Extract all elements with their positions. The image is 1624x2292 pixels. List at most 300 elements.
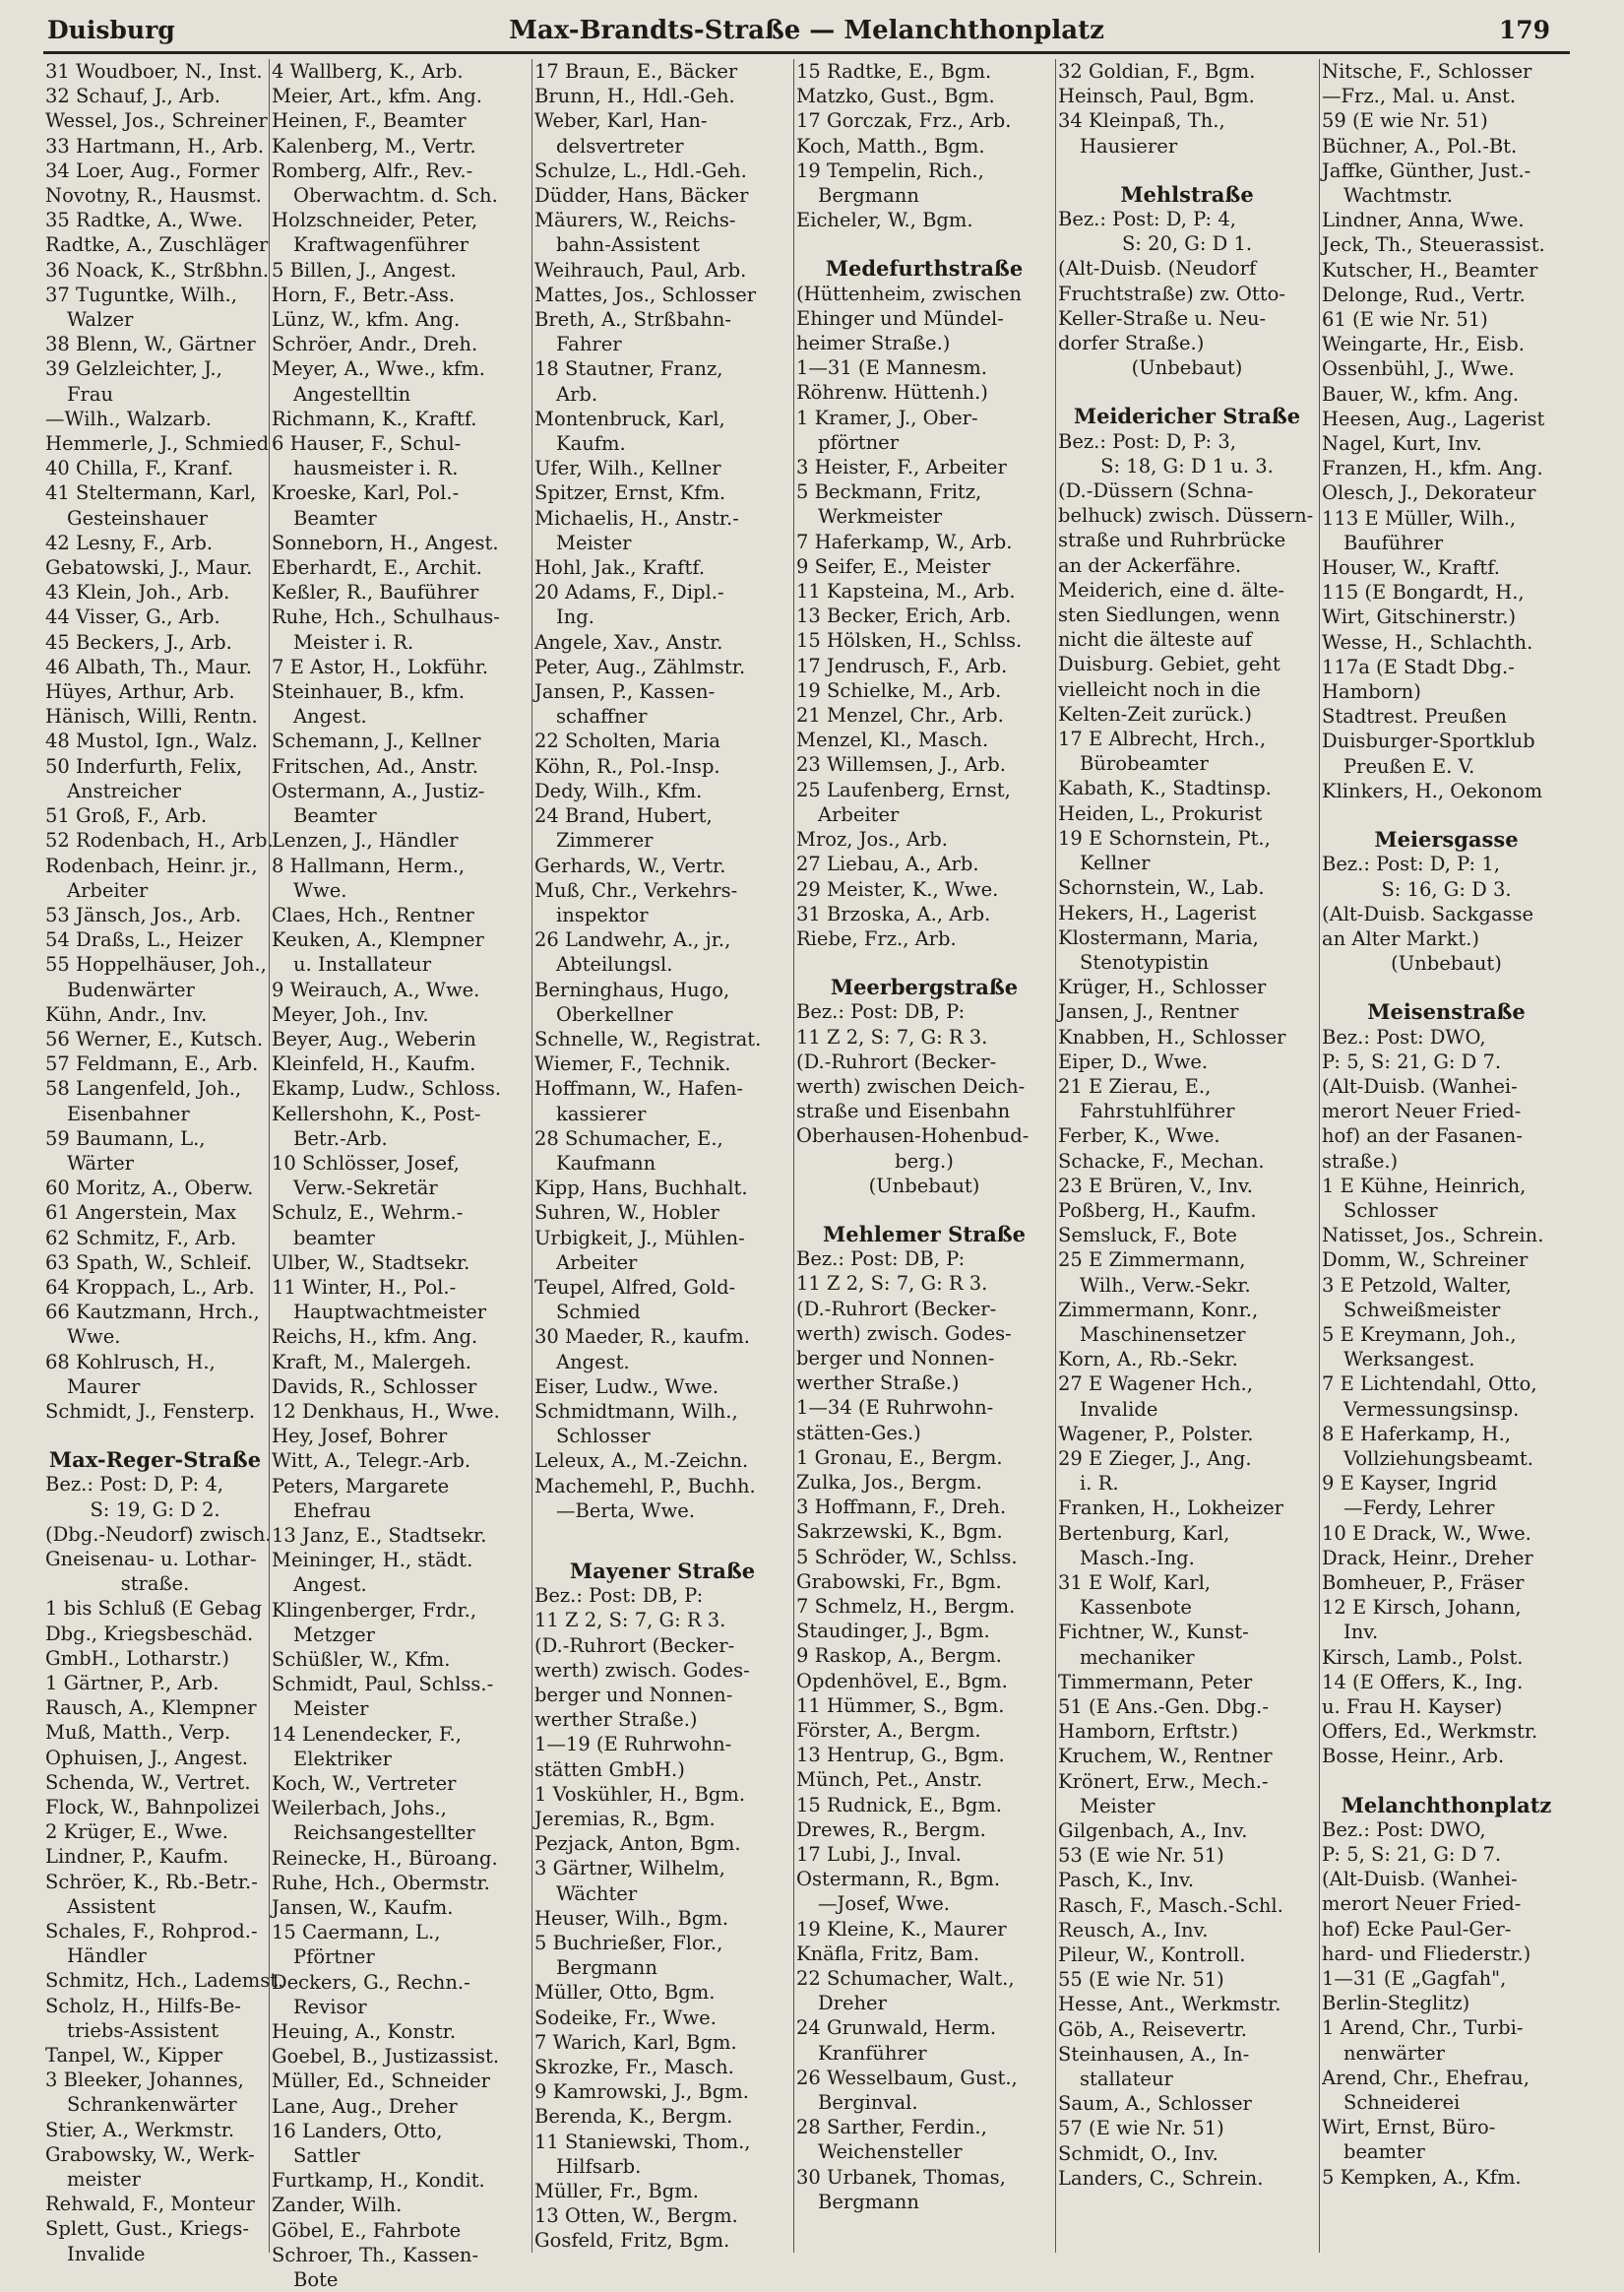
entry-line: 3 E Petzold, Walter, (1322, 1273, 1512, 1297)
entry-line: 34 Loer, Aug., Former (45, 159, 260, 182)
entry-line: 20 Adams, F., Dipl.- (534, 581, 724, 605)
entry-line: hof) Ecke Paul-Ger- (1322, 1917, 1512, 1941)
entry-line: Walzer (67, 308, 134, 332)
spacer (1320, 976, 1571, 987)
entry-line: Jansen, W., Kaufm. (272, 1896, 454, 1920)
street-range-title: Max-Brandts-Straße — Melanchthonplatz (509, 16, 1104, 45)
entry-line: Büchner, A., Pol.-Bt. (1322, 134, 1518, 158)
entry-line: Schrankenwärter (67, 2093, 237, 2117)
entry-line: Invalide (1080, 1397, 1158, 1421)
spacer (1320, 1769, 1571, 1781)
entry-line: Reichsangestellter (293, 1821, 475, 1845)
entry-line: 1 Kramer, J., Ober- (796, 406, 978, 429)
entry-line: Rausch, A., Klempner (45, 1696, 257, 1720)
entry-line: Jeremias, R., Bgm. (534, 1808, 716, 1831)
entry-line: 68 Kohlrusch, H., (45, 1350, 216, 1373)
entry-line: Dreher (818, 1992, 887, 2015)
entry-line: 1 Gärtner, P., Arb. (45, 1672, 219, 1694)
entry-line: 1—31 (E „Gagfah", (1322, 1967, 1507, 1991)
street-heading: Meiersgasse (1374, 827, 1519, 853)
entry-line: Reichs, H., kfm. Ang. (272, 1325, 478, 1349)
entry-line: Gneisenau- u. Lothar- (45, 1547, 257, 1570)
entry-line: Mäurers, W., Reichs- (534, 209, 736, 232)
entry-line: straße.) (1322, 1149, 1399, 1173)
entry-line: schaffner (556, 705, 648, 729)
entry-line: Delonge, Rud., Vertr. (1322, 283, 1526, 306)
entry-line: Keßler, R., Bauführer (272, 581, 479, 605)
entry-line: Gerhards, W., Vertr. (534, 854, 726, 877)
entry-line: Wärter (67, 1151, 134, 1175)
entry-line: Bote (293, 2268, 339, 2292)
entry-line: Novotny, R., Hausmst. (45, 184, 262, 208)
entry-line: Wwe. (293, 878, 347, 902)
entry-line: Schulz, E., Wehrm.- (272, 1201, 464, 1225)
entry-line: Pezjack, Anton, Bgm. (534, 1832, 741, 1856)
entry-line: Meier, Art., kfm. Ang. (272, 85, 482, 108)
entry-line: 2 Krüger, E., Wwe. (45, 1820, 228, 1844)
entry-line: 13 Becker, Erich, Arb. (796, 605, 1012, 628)
entry-line: merort Neuer Fried- (1322, 1100, 1522, 1123)
entry-line: Vollziehungsbeamt. (1343, 1446, 1533, 1470)
entry-line: GmbH., Lotharstr.) (45, 1646, 230, 1670)
entry-line: Köhn, R., Pol.-Insp. (534, 754, 720, 778)
entry-line: Wwe. (67, 1325, 121, 1349)
spacer (1320, 803, 1571, 815)
entry-line: Kaufm. (556, 432, 626, 456)
column-4 (793, 59, 1052, 2253)
entry-line: Verw.-Sekretär (293, 1177, 438, 1200)
entry-line: Ostermann, R., Bgm. (796, 1868, 1001, 1891)
entry-line: 27 Liebau, A., Arb. (796, 853, 979, 876)
entry-line: Schmitz, Hch., Lademst. (45, 1969, 284, 1993)
entry-line: Heinsch, Paul, Bgm. (1058, 85, 1255, 108)
entry-line: 1 Voskühler, H., Bgm. (534, 1782, 746, 1806)
entry-line: Angest. (556, 1350, 630, 1373)
entry-line: Staudinger, J., Bgm. (796, 1620, 990, 1643)
entry-line: 38 Blenn, W., Gärtner (45, 333, 256, 356)
street-heading: Mehlstraße (1120, 181, 1254, 207)
entry-line: 12 Denkhaus, H., Wwe. (272, 1399, 500, 1423)
entry-line: Schröer, Andr., Dreh. (272, 333, 478, 356)
entry-line: Steinhauer, B., kfm. (272, 680, 466, 704)
entry-line: Elektriker (293, 1747, 392, 1770)
entry-line: 1—34 (E Ruhrwohn- (796, 1396, 994, 1420)
entry-line: Keuken, A., Klempner (272, 928, 484, 952)
entry-line: Händler (67, 1944, 147, 1968)
entry-line: 115 (E Bongardt, H., (1322, 581, 1525, 605)
entry-line: Ehinger und Mündel- (796, 306, 1004, 330)
column-6 (1319, 59, 1571, 2253)
entry-line: Ruhe, Hch., Schulhaus- (272, 605, 500, 629)
entry-line: Oberwachtm. d. Sch. (293, 184, 498, 208)
entry-line: Schmidt, Paul, Schlss.- (272, 1673, 494, 1696)
entry-line: 19 Tempelin, Rich., (796, 159, 984, 182)
entry-line: Schulze, L., Hdl.-Geh. (534, 159, 747, 182)
entry-line: Ekamp, Ludw., Schloss. (272, 1077, 502, 1101)
entry-line: Flock, W., Bahnpolizei (45, 1796, 260, 1819)
entry-line: Scholz, H., Hilfs-Be- (45, 1994, 241, 2017)
entry-line: Kellner (1080, 852, 1151, 875)
entry-line: Sodeike, Fr., Wwe. (534, 2006, 717, 2029)
entry-line: triebs-Assistent (67, 2018, 219, 2042)
entry-line: Frau (67, 382, 114, 406)
entry-line: Opdenhövel, E., Bgm. (796, 1669, 1008, 1692)
entry-line: Peter, Aug., Zählmstr. (534, 655, 746, 678)
entry-line: 61 (E wie Nr. 51) (1322, 308, 1488, 332)
entry-line: 17 E Albrecht, Hrch., (1058, 728, 1267, 751)
entry-line: Müller, Ed., Schneider (272, 2069, 490, 2093)
entry-line: 12 E Kirsch, Johann, (1322, 1596, 1522, 1620)
entry-line: werth) zwischen Deich- (796, 1074, 1026, 1098)
entry-line: 13 Otten, W., Bergm. (534, 2204, 738, 2228)
entry-line: Zulka, Jos., Bergm. (796, 1470, 982, 1494)
entry-line: Gesteinshauer (67, 506, 208, 530)
entry-line: 10 Schlösser, Josef, (272, 1151, 460, 1175)
entry-line: sten Siedlungen, wenn (1058, 604, 1280, 627)
entry-line: Wilh., Verw.-Sekr. (1080, 1273, 1251, 1297)
entry-line: 10 E Drack, W., Wwe. (1322, 1521, 1531, 1545)
entry-line: Splett, Gust., Kriegs- (45, 2217, 250, 2241)
entry-line: Münch, Pet., Anstr. (796, 1768, 983, 1792)
column-2 (269, 59, 529, 2292)
entry-line: 32 Schauf, J., Arb. (45, 85, 220, 108)
entry-line: Urbigkeit, J., Mühlen- (534, 1226, 745, 1249)
spacer (794, 951, 1052, 963)
entry-line: hard- und Fliederstr.) (1322, 1942, 1531, 1965)
entry-line: Stenotypistin (1080, 950, 1210, 974)
entry-line: 61 Angerstein, Max (45, 1201, 237, 1225)
entry-line: 18 Stautner, Franz, (534, 357, 723, 381)
entry-line: 21 E Zierau, E., (1058, 1074, 1212, 1098)
entry-line: 51 (E Ans.-Gen. Dbg.- (1058, 1695, 1269, 1718)
entry-line: Schemann, J., Kellner (272, 730, 481, 753)
entry-line: 15 Rudnick, E., Bgm. (796, 1793, 1002, 1816)
entry-line: Wirt, Ernst, Büro- (1322, 2116, 1496, 2139)
entry-line: (Alt-Duisb. (Neudorf (1058, 257, 1257, 281)
entry-line: 11 Winter, H., Pol.- (272, 1275, 457, 1299)
entry-line: Vermessungsinsp. (1343, 1397, 1520, 1421)
entry-line: Weingarte, Hr., Eisb. (1322, 333, 1525, 356)
entry-line: Bergmann (818, 2190, 919, 2213)
entry-line: 31 Brzoska, A., Arb. (796, 902, 991, 925)
entry-line: Kipp, Hans, Buchhalt. (534, 1177, 748, 1200)
entry-line: Ruhe, Hch., Obermstr. (272, 1871, 490, 1894)
entry-line: Ossenbühl, J., Wwe. (1322, 357, 1515, 381)
entry-line: Assistent (67, 1894, 156, 1918)
entry-line: 117a (E Stadt Dbg.- (1322, 655, 1515, 678)
entry-line: 15 Caermann, L., (272, 1921, 441, 1944)
entry-line: Schlosser (1343, 1198, 1438, 1222)
entry-line: Reusch, A., Inv. (1058, 1918, 1209, 1942)
entry-line: Gilgenbach, A., Inv. (1058, 1819, 1248, 1843)
entry-line: Fruchtstraße) zw. Otto- (1058, 282, 1285, 305)
entry-line: Hauptwachtmeister (293, 1301, 487, 1324)
entry-line: Fichtner, W., Kunst- (1058, 1621, 1249, 1644)
column-3 (531, 59, 790, 2253)
entry-line: 5 Kempken, A., Kfm. (1322, 2165, 1522, 2189)
entry-line: 113 E Müller, Wilh., (1322, 506, 1517, 530)
entry-line: Hamborn, Erftstr.) (1058, 1720, 1239, 1744)
entry-line: Heinen, F., Beamter (272, 109, 467, 133)
entry-line: Richmann, K., Kraftf. (272, 407, 477, 430)
entry-line: Schmidtmann, Wilh., (534, 1399, 738, 1423)
entry-line: Suhren, W., Hobler (534, 1201, 719, 1225)
entry-line: 11 Hümmer, S., Bgm. (796, 1693, 1005, 1717)
entry-line: straße und Eisenbahn (796, 1100, 1011, 1123)
entry-line: Heesen, Aug., Lagerist (1322, 407, 1545, 430)
entry-line: bahn-Assistent (556, 233, 700, 257)
entry-line: Arbeiter (67, 878, 149, 902)
entry-line: Dedy, Wilh., Kfm. (534, 779, 703, 802)
entry-line: Bez.: Post: D, P: 1, (1322, 853, 1500, 876)
entry-line: Schmidt, J., Fensterp. (45, 1399, 256, 1423)
entry-line: an der Ackerfähre. (1058, 553, 1242, 577)
entry-line: Jansen, P., Kassen- (534, 680, 716, 704)
entry-line: Wachtmstr. (1343, 184, 1454, 208)
spacer (532, 1535, 790, 1547)
entry-line: 39 Gelzleichter, J., (45, 357, 222, 381)
entry-line: Inv. (1343, 1621, 1379, 1644)
entry-line: Bergmann (818, 184, 919, 208)
entry-line: Meister (293, 1697, 369, 1721)
entry-line: Kalenberg, M., Vertr. (272, 134, 476, 158)
entry-line: Kraftwagenführer (293, 233, 468, 257)
entry-line: Kassenbote (1080, 1596, 1192, 1620)
entry-line: 50 Inderfurth, Felix, (45, 754, 243, 778)
entry-line: Kirsch, Lamb., Polst. (1322, 1645, 1524, 1669)
entry-line: 56 Werner, E., Kutsch. (45, 1027, 264, 1050)
entry-line: meister (67, 2168, 141, 2192)
entry-line: Skrozke, Fr., Masch. (534, 2056, 734, 2079)
entry-line: Ophuisen, J., Angest. (45, 1746, 248, 1769)
entry-line: 5 E Kreymann, Joh., (1322, 1322, 1517, 1346)
entry-line: Poßberg, H., Kaufm. (1058, 1198, 1257, 1222)
entry-line: Bez.: Post: DWO, (1322, 1025, 1486, 1049)
entry-line: Knäfla, Fritz, Bam. (796, 1942, 980, 1965)
entry-line: (Dbg.-Neudorf) zwisch. (45, 1522, 272, 1546)
entry-line: Kelten-Zeit zurück.) (1058, 702, 1252, 726)
entry-line: dorfer Straße.) (1058, 332, 1205, 355)
entry-line: Maurer (67, 1374, 141, 1398)
entry-line: Offers, Ed., Werkmstr. (1322, 1720, 1538, 1744)
entry-line: Knabben, H., Schlosser (1058, 1025, 1286, 1049)
entry-line: hausmeister i. R. (293, 457, 459, 480)
entry-line: Brunn, H., Hdl.-Geh. (534, 85, 735, 108)
street-heading: Mayener Straße (569, 1558, 756, 1583)
entry-line: 26 Wesselbaum, Gust., (796, 2066, 1018, 2089)
entry-line: Bez.: Post: D, P: 3, (1058, 429, 1236, 453)
entry-line: Schales, F., Rohprod.- (45, 1920, 258, 1943)
entry-line: 52 Rodenbach, H., Arb. (45, 829, 274, 853)
street-heading: Max-Reger-Straße (48, 1447, 262, 1473)
entry-line: Hesse, Ant., Werkmstr. (1058, 1993, 1281, 2016)
entry-line: nicht die älteste auf (1058, 628, 1252, 652)
entry-line: Schlosser (556, 1425, 651, 1448)
entry-line: Düdder, Hans, Bäcker (534, 184, 749, 208)
entry-line: 35 Radtke, A., Wwe. (45, 209, 243, 232)
entry-line: werther Straße.) (534, 1708, 698, 1732)
entry-line: Ferber, K., Wwe. (1058, 1124, 1220, 1148)
entry-line: P: 5, S: 21, G: D 7. (1322, 1050, 1502, 1073)
entry-line: (Unbebaut) (1391, 952, 1502, 976)
entry-line: 7 Warich, Karl, Bgm. (534, 2030, 737, 2054)
entry-line: Kraft, M., Malergeh. (272, 1350, 471, 1373)
entry-line: Jeck, Th., Steuerassist. (1322, 233, 1545, 257)
entry-line: 3 Bleeker, Johannes, (45, 2069, 244, 2092)
entry-line: Zander, Wilh. (272, 2194, 403, 2217)
entry-line: Beamter (293, 506, 377, 530)
spacer (43, 1424, 265, 1435)
entry-line: Eiser, Ludw., Wwe. (534, 1374, 719, 1398)
entry-line: Schacke, F., Mechan. (1058, 1149, 1265, 1173)
entry-line: Ulber, W., Stadtsekr. (272, 1250, 470, 1274)
entry-line: 26 Landwehr, A., jr., (534, 928, 731, 952)
spacer (794, 1198, 1052, 1210)
entry-line: Kutscher, H., Beamter (1322, 258, 1538, 282)
entry-line: 8 E Haferkamp, H., (1322, 1422, 1511, 1445)
entry-line: Rehwald, F., Monteur (45, 2193, 255, 2216)
entry-line: Weilerbach, Johs., (272, 1797, 447, 1820)
entry-line: werth) zwisch. Godes- (796, 1321, 1012, 1345)
column-5 (1055, 59, 1316, 2253)
entry-line: Ostermann, A., Justiz- (272, 779, 485, 802)
entry-line: Maschinensetzer (1080, 1322, 1246, 1346)
entry-line: Berninghaus, Hugo, (534, 978, 730, 1001)
entry-line: 3 Gärtner, Wilhelm, (534, 1857, 725, 1880)
entry-line: Gebatowski, J., Maur. (45, 556, 253, 580)
entry-line: 9 Weirauch, A., Wwe. (272, 978, 480, 1001)
entry-line: (D.-Ruhrort (Becker- (796, 1050, 997, 1073)
entry-line: Deckers, G., Rechn.- (272, 1970, 470, 1994)
entry-line: an Alter Markt.) (1322, 926, 1479, 950)
entry-line: 25 Laufenberg, Ernst, (796, 778, 1011, 801)
entry-line: Wessel, Jos., Schreiner (45, 109, 268, 133)
entry-line: 23 E Brüren, V., Inv. (1058, 1174, 1253, 1197)
entry-line: merort Neuer Fried- (1322, 1892, 1522, 1916)
entry-line: stätten-Ges.) (796, 1421, 921, 1444)
entry-line: Lenzen, J., Händler (272, 829, 459, 853)
entry-line: 22 Schumacher, Walt., (796, 1967, 1015, 1991)
street-heading: Melanchthonplatz (1341, 1792, 1552, 1817)
entry-line: Meiderich, eine d. älte- (1058, 578, 1284, 602)
entry-line: (Unbebaut) (868, 1174, 980, 1197)
entry-line: Korn, A., Rb.-Sekr. (1058, 1348, 1238, 1371)
entry-line: 7 Haferkamp, W., Arb. (796, 530, 1013, 553)
entry-line: werth) zwisch. Godes- (534, 1658, 750, 1682)
entry-line: 1—31 (E Mannesm. (796, 356, 987, 380)
entry-line: Klingenberger, Frdr., (272, 1598, 477, 1622)
entry-line: 41 Steltermann, Karl, (45, 481, 257, 505)
entry-line: 27 E Wagener Hch., (1058, 1372, 1253, 1396)
entry-line: (Unbebaut) (1131, 356, 1243, 380)
entry-line: Pasch, K., Inv. (1058, 1869, 1195, 1892)
entry-line: delsvertreter (556, 134, 684, 158)
entry-line: Eicheler, W., Bgm. (796, 209, 973, 232)
entry-line: (D.-Ruhrort (Becker- (796, 1297, 997, 1320)
entry-line: 19 Kleine, K., Maurer (796, 1917, 1007, 1941)
entry-line: Hey, Josef, Bohrer (272, 1425, 448, 1448)
entry-line: Hoffmann, W., Hafen- (534, 1077, 743, 1101)
entry-line: Lindner, P., Kaufm. (45, 1845, 229, 1869)
entry-line: Goebel, B., Justizassist. (272, 2045, 500, 2069)
entry-line: Röhrenw. Hüttenh.) (796, 381, 988, 405)
entry-line: 28 Sarther, Ferdin., (796, 2116, 987, 2139)
entry-line: Duisburger-Sportklub (1322, 730, 1535, 753)
entry-line: 9 Kamrowski, J., Bgm. (534, 2080, 749, 2104)
entry-line: Riebe, Frz., Arb. (796, 926, 957, 950)
entry-line: Arbeiter (818, 802, 900, 826)
entry-line: Angest. (293, 705, 367, 729)
entry-line: Drewes, R., Bergm. (796, 1817, 986, 1841)
entry-line: Teupel, Alfred, Gold- (534, 1275, 736, 1299)
entry-line: 37 Tuguntke, Wilh., (45, 283, 237, 306)
entry-line: 29 E Zieger, J., Ang. (1058, 1446, 1252, 1470)
entry-line: 14 Lenendecker, F., (272, 1722, 462, 1746)
entry-line: Steinhausen, A., In- (1058, 2042, 1250, 2066)
entry-line: 19 Schielke, M., Arb. (796, 678, 1002, 702)
entry-line: Kruchem, W., Rentner (1058, 1745, 1273, 1768)
entry-line: 40 Chilla, F., Kranf. (45, 457, 234, 480)
entry-line: 57 Feldmann, E., Arb. (45, 1052, 259, 1076)
entry-line: 30 Urbanek, Thomas, (796, 2165, 1006, 2189)
entry-line: Schmidt, O., Inv. (1058, 2141, 1218, 2165)
entry-line: 1 bis Schluß (E Gebag (45, 1597, 263, 1621)
entry-line: Budenwärter (67, 978, 195, 1001)
entry-line: S: 19, G: D 2. (90, 1497, 220, 1521)
entry-line: Beamter (293, 804, 377, 828)
entry-line: Montenbruck, Karl, (534, 407, 725, 430)
entry-line: P: 5, S: 21, G: D 7. (1322, 1843, 1502, 1867)
entry-line: 34 Kleinpaß, Th., (1058, 109, 1225, 133)
entry-line: Müller, Otto, Bgm. (534, 1981, 716, 2005)
entry-line: Kellershohn, K., Post- (272, 1102, 481, 1125)
entry-line: 11 Kapsteina, M., Arb. (796, 580, 1016, 604)
entry-line: Abteilungsl. (556, 953, 673, 977)
entry-line: S: 16, G: D 3. (1381, 877, 1512, 901)
entry-line: Arend, Chr., Ehefrau, (1322, 2066, 1530, 2089)
entry-line: Hänisch, Willi, Rentn. (45, 705, 258, 729)
entry-line: Radtke, A., Zuschläger (45, 233, 269, 257)
entry-line: nenwärter (1343, 2041, 1445, 2065)
entry-line: Bergmann (556, 1956, 657, 1980)
entry-line: Franken, H., Lokheizer (1058, 1496, 1283, 1520)
entry-line: 1—19 (E Ruhrwohn- (534, 1733, 732, 1756)
entry-line: 31 Woudboer, N., Inst. (45, 60, 263, 83)
entry-line: beamter (293, 1226, 375, 1249)
entry-line: Sakrzewski, K., Bgm. (796, 1520, 1003, 1544)
entry-line: Kranführer (818, 2041, 927, 2065)
entry-line: Houser, W., Kraftf. (1322, 556, 1500, 580)
street-heading: Medefurthstraße (825, 256, 1024, 282)
entry-line: Horn, F., Betr.-Ass. (272, 283, 456, 306)
city-title: Duisburg (47, 16, 175, 44)
spacer (794, 232, 1052, 244)
entry-line: Semsluck, F., Bote (1058, 1224, 1237, 1247)
entry-line: Schroer, Th., Kassen- (272, 2243, 479, 2266)
entry-line: Bez.: Post: DWO, (1322, 1817, 1486, 1841)
entry-line: mechaniker (1080, 1645, 1195, 1669)
page-header (43, 16, 1570, 54)
entry-line: Masch.-Ing. (1080, 1546, 1195, 1569)
spacer (1056, 380, 1316, 392)
entry-line: Landers, C., Schrein. (1058, 2166, 1264, 2190)
entry-line: Bez.: Post: D, P: 4, (1058, 208, 1236, 231)
entry-line: Grabowsky, W., Werk- (45, 2142, 255, 2166)
entry-line: Duisburg. Gebiet, geht (1058, 653, 1280, 676)
entry-line: 9 Seifer, E., Meister (796, 554, 991, 578)
entry-line: Sonneborn, H., Angest. (272, 531, 499, 554)
entry-line: belhuck) zwisch. Düssern- (1058, 504, 1314, 528)
